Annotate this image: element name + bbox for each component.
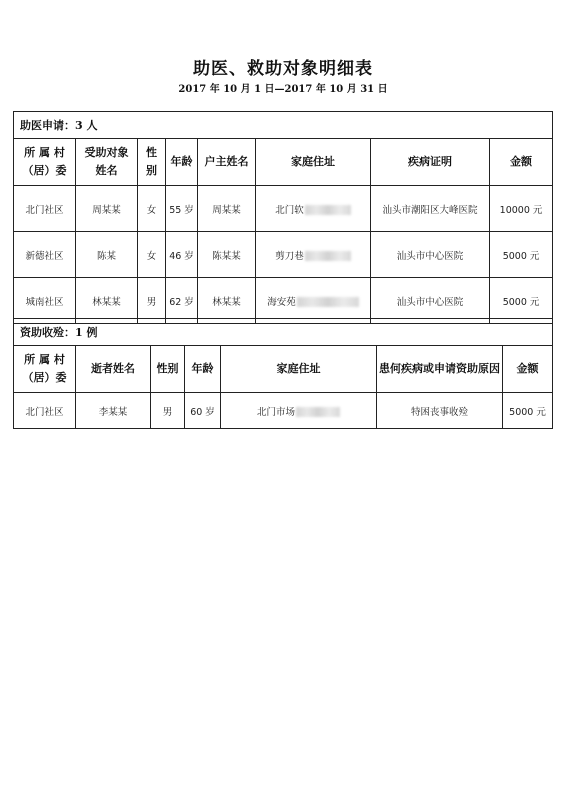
cell-householder: 陈某某 bbox=[198, 232, 256, 278]
header-reason: 患何疾病或申请资助原因 bbox=[377, 346, 503, 393]
cell-householder: 周某某 bbox=[198, 186, 256, 232]
header-age: 年龄 bbox=[185, 346, 221, 393]
burial-aid-table bbox=[13, 318, 553, 429]
cell-age: 55 岁 bbox=[166, 186, 198, 232]
redacted-blur bbox=[296, 407, 340, 417]
cell-reason: 特困丧事收殓 bbox=[377, 393, 503, 429]
cell-gender: 女 bbox=[138, 186, 166, 232]
section-heading-burial-aid: 资助收殓：1 例 bbox=[14, 319, 553, 346]
header-gender: 性别 bbox=[151, 346, 185, 393]
header-community: 所 属 村 （居）委 bbox=[14, 346, 76, 393]
page-title: 助医、救助对象明细表 bbox=[193, 59, 373, 79]
header-deceased-name: 逝者姓名 bbox=[76, 346, 151, 393]
cell-gender: 男 bbox=[138, 278, 166, 324]
cell-proof: 汕头市中心医院 bbox=[371, 232, 490, 278]
address-text: 剪刀巷 bbox=[275, 250, 304, 262]
cell-amount: 10000 元 bbox=[490, 186, 553, 232]
cell-name: 周某某 bbox=[76, 186, 138, 232]
cell-amount: 5000 元 bbox=[503, 393, 553, 429]
cell-proof: 汕头市中心医院 bbox=[371, 278, 490, 324]
cell-name: 林某某 bbox=[76, 278, 138, 324]
header-gender: 性 别 bbox=[138, 139, 166, 186]
cell-address bbox=[256, 278, 371, 324]
header-recipient-name: 受助对象 姓名 bbox=[76, 139, 138, 186]
redacted-blur bbox=[305, 205, 351, 215]
table-row bbox=[14, 186, 553, 232]
medical-aid-table bbox=[13, 111, 553, 324]
cell-community: 城南社区 bbox=[14, 278, 76, 324]
table-row bbox=[14, 393, 553, 429]
cell-age: 62 岁 bbox=[166, 278, 198, 324]
cell-address bbox=[256, 186, 371, 232]
header-amount: 金额 bbox=[490, 139, 553, 186]
cell-amount: 5000 元 bbox=[490, 278, 553, 324]
cell-community: 新德社区 bbox=[14, 232, 76, 278]
address-text: 北门软 bbox=[275, 204, 304, 216]
header-community: 所 属 村 （居）委 bbox=[14, 139, 76, 186]
cell-amount: 5000 元 bbox=[490, 232, 553, 278]
table-row bbox=[14, 232, 553, 278]
address-text: 北门市场 bbox=[256, 406, 295, 418]
cell-age: 46 岁 bbox=[166, 232, 198, 278]
header-amount: 金额 bbox=[503, 346, 553, 393]
cell-name: 李某某 bbox=[76, 393, 151, 429]
cell-householder: 林某某 bbox=[198, 278, 256, 324]
header-illness-proof: 疾病证明 bbox=[371, 139, 490, 186]
cell-age: 60 岁 bbox=[185, 393, 221, 429]
redacted-blur bbox=[297, 297, 359, 307]
cell-community: 北门社区 bbox=[14, 186, 76, 232]
header-address: 家庭住址 bbox=[221, 346, 377, 393]
cell-gender: 男 bbox=[151, 393, 185, 429]
redacted-blur bbox=[305, 251, 351, 261]
cell-address bbox=[256, 232, 371, 278]
cell-name: 陈某 bbox=[76, 232, 138, 278]
header-householder: 户主姓名 bbox=[198, 139, 256, 186]
date-range: 2017 年 10 月 1 日—2017 年 10 月 31 日 bbox=[178, 84, 388, 95]
cell-proof: 汕头市潮阳区大峰医院 bbox=[371, 186, 490, 232]
header-age: 年龄 bbox=[166, 139, 198, 186]
address-text: 海安苑 bbox=[267, 296, 296, 308]
cell-address bbox=[221, 393, 377, 429]
cell-gender: 女 bbox=[138, 232, 166, 278]
cell-community: 北门社区 bbox=[14, 393, 76, 429]
header-address: 家庭住址 bbox=[256, 139, 371, 186]
section-heading-medical-aid: 助医申请：3 人 bbox=[14, 112, 553, 139]
table-row bbox=[14, 278, 553, 324]
